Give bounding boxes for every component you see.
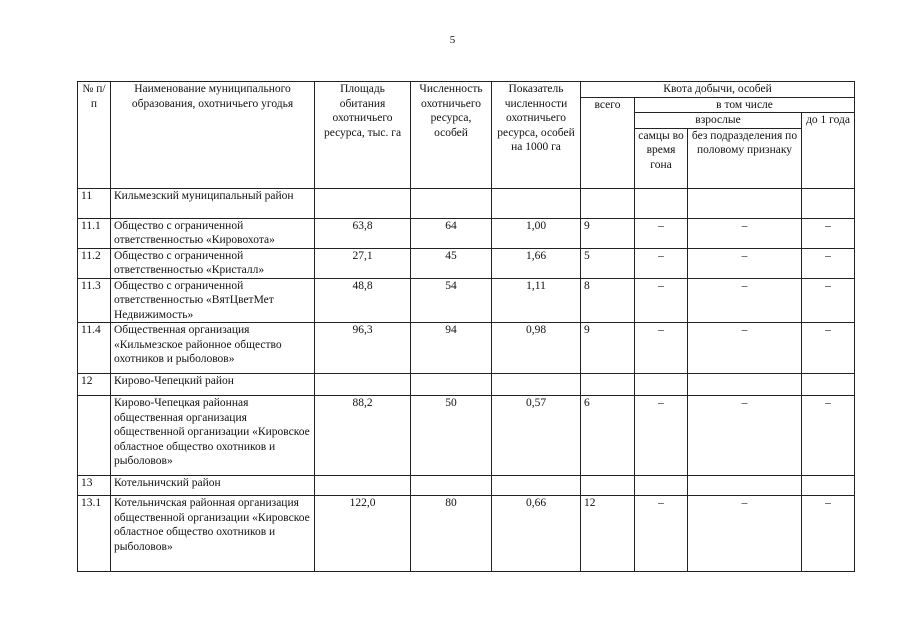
header-name: Наименование муниципального образования, охотничьего угодья	[111, 82, 315, 189]
header-count: Численность охотничьего ресурса, особей	[411, 82, 492, 189]
table-row	[78, 496, 855, 572]
header-num: № п/п	[78, 82, 111, 189]
hunting-quota-table	[77, 81, 855, 572]
row-under1: –	[802, 248, 855, 278]
table-row	[78, 218, 855, 248]
row-num: 12	[78, 374, 111, 396]
row-no-sex: –	[688, 218, 802, 248]
row-num: 13	[78, 476, 111, 496]
row-total: 6	[581, 396, 635, 476]
row-males: –	[635, 323, 688, 374]
row-under1: –	[802, 396, 855, 476]
row-under1: –	[802, 323, 855, 374]
header-no-sex: без подразделения по половому признаку	[688, 128, 802, 188]
row-males: –	[635, 396, 688, 476]
row-name: Котельничский район	[111, 476, 315, 496]
header-quota: Квота добычи, особей	[581, 82, 855, 98]
row-males: –	[635, 496, 688, 572]
header-including: в том числе	[635, 97, 855, 113]
row-name: Котельничская районная организация общественной организации «Кировское областное общество охотников и рыболовов»	[111, 496, 315, 572]
table-row	[78, 323, 855, 374]
row-no-sex: –	[688, 396, 802, 476]
row-area: 63,8	[315, 218, 411, 248]
row-density: 1,11	[492, 278, 581, 323]
row-total: 12	[581, 496, 635, 572]
row-no-sex: –	[688, 248, 802, 278]
row-area: 88,2	[315, 396, 411, 476]
row-under1: –	[802, 496, 855, 572]
row-num: 11.1	[78, 218, 111, 248]
row-no-sex: –	[688, 323, 802, 374]
table-row	[78, 248, 855, 278]
row-area: 27,1	[315, 248, 411, 278]
table-row	[78, 396, 855, 476]
row-density: 1,66	[492, 248, 581, 278]
row-count: 54	[411, 278, 492, 323]
row-name: Общество с ограниченной ответственностью «Кристалл»	[111, 248, 315, 278]
row-density: 1,00	[492, 218, 581, 248]
row-total: 9	[581, 218, 635, 248]
row-num: 11.2	[78, 248, 111, 278]
row-name: Общество с ограниченной ответственностью «Кировохота»	[111, 218, 315, 248]
row-total: 8	[581, 278, 635, 323]
row-name: Кильмезский муниципальный район	[111, 188, 315, 218]
row-count: 45	[411, 248, 492, 278]
row-area: 96,3	[315, 323, 411, 374]
row-density: 0,57	[492, 396, 581, 476]
row-num: 11.4	[78, 323, 111, 374]
header-total: всего	[581, 97, 635, 188]
row-total: 5	[581, 248, 635, 278]
row-density: 0,98	[492, 323, 581, 374]
row-no-sex: –	[688, 496, 802, 572]
row-density: 0,66	[492, 496, 581, 572]
row-num	[78, 396, 111, 476]
row-no-sex: –	[688, 278, 802, 323]
row-under1: –	[802, 278, 855, 323]
row-under1: –	[802, 218, 855, 248]
row-males: –	[635, 218, 688, 248]
row-name: Общество с ограниченной ответственностью «ВятЦветМет Недвижимость»	[111, 278, 315, 323]
row-num: 11	[78, 188, 111, 218]
header-density: Показатель численности охотничьего ресурса, особей на 1000 га	[492, 82, 581, 189]
table-row	[78, 476, 855, 496]
header-males: самцы во время гона	[635, 128, 688, 188]
row-area: 122,0	[315, 496, 411, 572]
table-row	[78, 188, 855, 218]
table-row	[78, 374, 855, 396]
row-count: 64	[411, 218, 492, 248]
row-name: Общественная организация «Кильмезское районное общество охотников и рыболовов»	[111, 323, 315, 374]
row-num: 11.3	[78, 278, 111, 323]
row-males: –	[635, 278, 688, 323]
row-area: 48,8	[315, 278, 411, 323]
row-name: Кирово-Чепецкая районная общественная организация общественной организации «Кировское областное общество охотников и рыболовов»	[111, 396, 315, 476]
header-under1: до 1 года	[802, 113, 855, 189]
page-number: 5	[449, 34, 456, 46]
row-name: Кирово-Чепецкий район	[111, 374, 315, 396]
row-count: 80	[411, 496, 492, 572]
header-area: Площадь обитания охотничьего ресурса, тыс. га	[315, 82, 411, 189]
table-row	[78, 278, 855, 323]
row-num: 13.1	[78, 496, 111, 572]
row-total: 9	[581, 323, 635, 374]
header-adults: взрослые	[635, 113, 802, 129]
row-count: 50	[411, 396, 492, 476]
row-count: 94	[411, 323, 492, 374]
row-males: –	[635, 248, 688, 278]
